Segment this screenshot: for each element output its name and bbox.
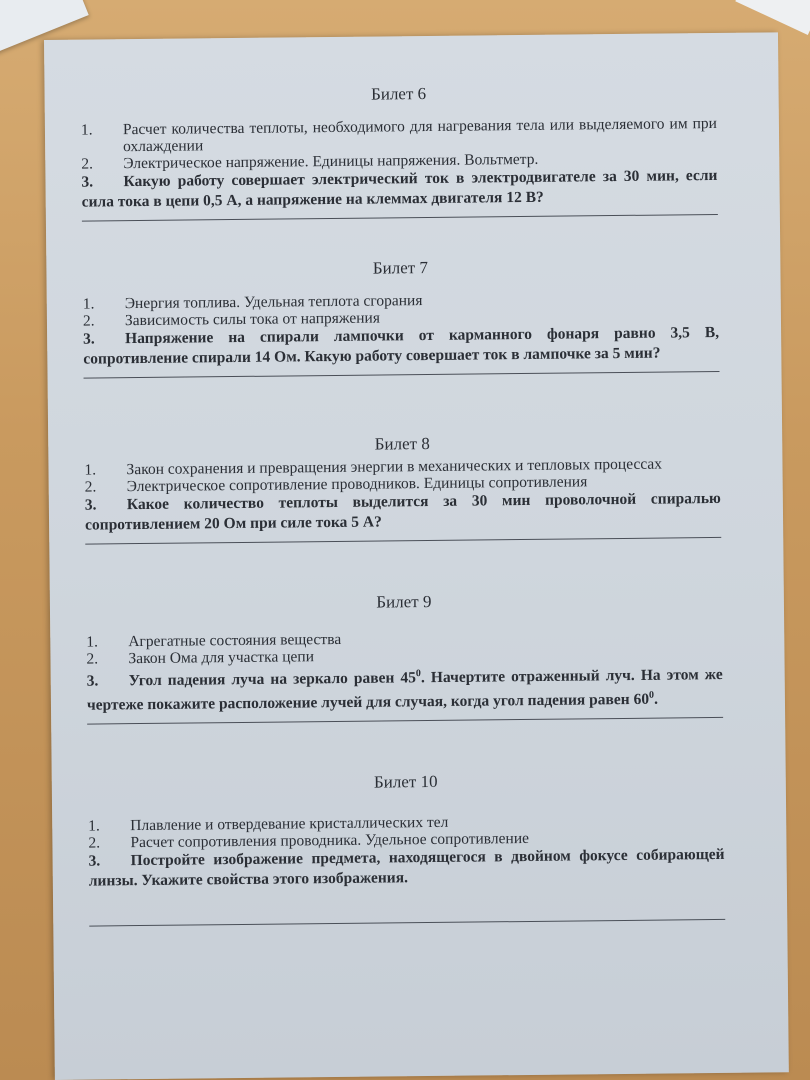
ticket-title: Билет 10 <box>373 771 438 792</box>
ticket-title: Билет 8 <box>374 433 430 454</box>
question-number: 3. <box>81 173 94 191</box>
divider-line <box>82 214 718 222</box>
question-3 <box>87 661 723 716</box>
degree-superscript: 0 <box>648 689 655 701</box>
question-text: Расчет количества теплоты, необходимого для нагревания тела или выделяемого им при охлаждении <box>122 114 717 156</box>
question-3 <box>81 166 717 213</box>
question-text: Напряжение на спирали лампочки от карманного фонаря равно 3,5 В, сопротивление спирали 14 Ом. Какую работу совершает ток в лампочке за 5 мин? <box>83 323 720 368</box>
degree-superscript: 0 <box>415 668 421 680</box>
question-text: Закон Ома для участка цепи <box>128 648 315 668</box>
question-3 <box>83 323 719 370</box>
ticket-10 <box>88 769 726 927</box>
ticket-6 <box>81 81 718 222</box>
question-text-part-2: . Начертите отраженный луч. На этом же чертеже покажите расположение лучей для случая, когда угол падения равен 60 <box>86 666 723 714</box>
question-text-part-1: Угол падения луча на зеркало равен 45 <box>128 669 417 690</box>
question-text-part-3: . <box>653 690 659 708</box>
question-number: 3. <box>83 330 95 348</box>
divider-line <box>87 717 723 725</box>
exam-sheet <box>44 32 789 1080</box>
question-number: 2. <box>84 478 97 496</box>
ticket-title: Билет 6 <box>370 84 427 104</box>
question-number: 3. <box>88 852 101 870</box>
question-text: Расчет сопротивления проводника. Удельное сопротивление <box>130 829 530 852</box>
ticket-7 <box>82 255 719 379</box>
question-number: 2. <box>81 155 94 173</box>
question-number: 3. <box>86 672 99 690</box>
question-text: Какую работу совершает электрический ток в электродвигателе за 30 мин, если сила тока в цепи 0,5 А, а напряжение на клеммах двигателя 12 В? <box>81 166 718 211</box>
question-text: Электрическое напряжение. Единицы напряжения. Вольтметр. <box>123 150 539 173</box>
question-text: Плавление и отвердевание кристаллических тел <box>130 813 449 835</box>
question-text: Электрическое сопротивление проводников. Единицы сопротивления <box>126 473 588 496</box>
question-3 <box>85 489 721 536</box>
question-number: 2. <box>88 834 101 852</box>
question-number: 1. <box>82 295 95 313</box>
question-text: Постройте изображение предмета, находящегося в двойном фокусе собирающей линзы. Укажите свойства этого изображения. <box>88 845 725 890</box>
question-text: Закон сохранения и превращения энергии в механических и тепловых процессах <box>126 455 663 479</box>
divider-line <box>85 537 721 545</box>
question-number: 1. <box>80 121 93 139</box>
question-number: 2. <box>86 650 99 668</box>
question-number: 2. <box>82 312 95 330</box>
ticket-9 <box>86 589 723 725</box>
ticket-8 <box>84 431 721 545</box>
question-number: 1. <box>88 817 100 835</box>
question-text: Какое количество теплоты выделится за 30 мин проволочной спиралью сопротивлением 20 Ом при силе тока 5 А? <box>84 489 721 534</box>
divider-line <box>89 919 725 927</box>
question-number: 1. <box>84 461 97 479</box>
question-text: Зависимость силы тока от напряжения <box>124 309 381 330</box>
ticket-title: Билет 7 <box>372 257 429 278</box>
question-text: Энергия топлива. Удельная теплота сгорания <box>124 292 423 313</box>
question-number: 3. <box>84 496 97 514</box>
ticket-title: Билет 9 <box>376 591 432 612</box>
question-3 <box>89 845 725 892</box>
divider-line <box>84 371 720 379</box>
question-text: Агрегатные состояния вещества <box>128 630 342 651</box>
question-number: 1. <box>86 633 99 651</box>
